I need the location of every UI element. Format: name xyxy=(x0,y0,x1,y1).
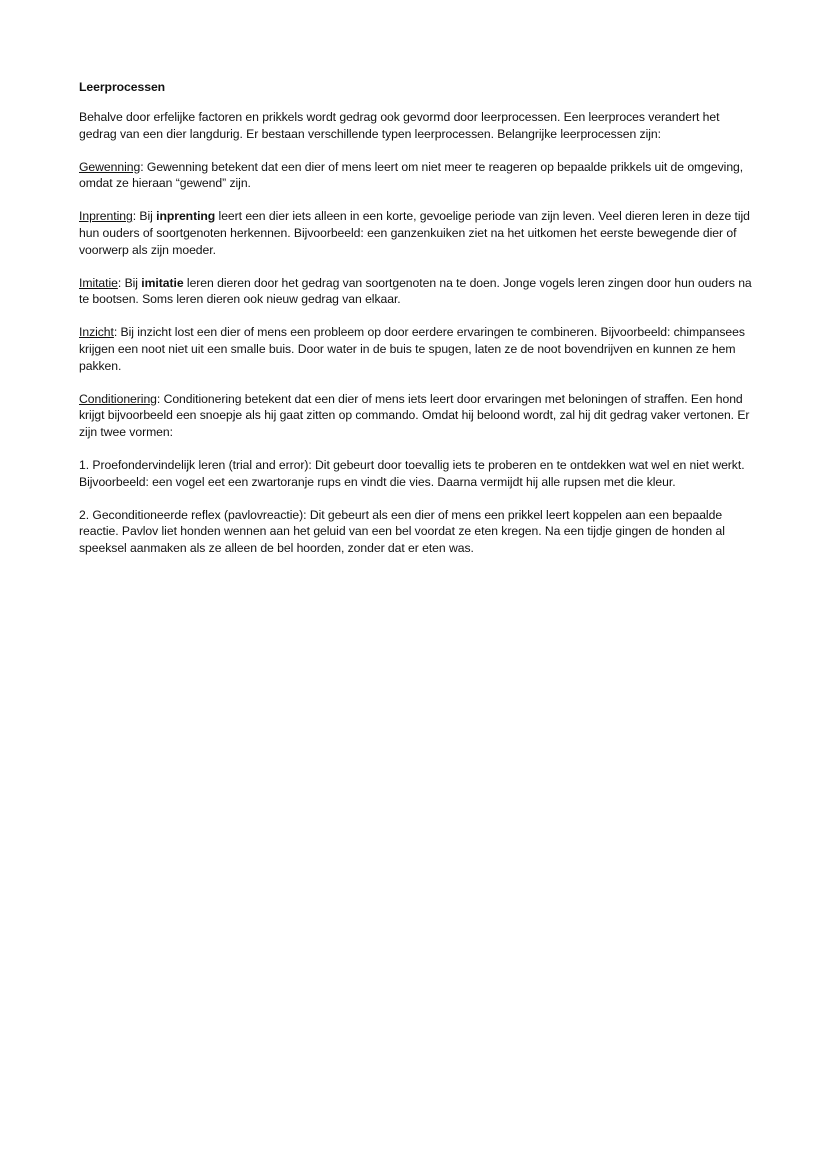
section-imitatie-text: leren dieren door het gedrag van soortgenoten na te doen. Jonge vogels leren zingen door hun ouders na te bootsen. Soms leren dieren ook nieuw gedrag van elkaar. xyxy=(79,275,752,307)
list-item-pavlovreactie: 2. Geconditioneerde reflex (pavlovreactie): Dit gebeurt als een dier of mens een prikkel leert koppelen aan een bepaalde reactie. Pavlov liet honden wennen aan het geluid van een bel voordat ze eten kregen. Na een tijdje gingen de honden al speeksel aanmaken als ze alleen de bel hoorden, zonder dat er eten was. xyxy=(79,507,725,555)
document-title: Leerprocessen xyxy=(79,80,166,94)
section-inzicht-text: : Bij inzicht lost een dier of mens een probleem op door eerdere ervaringen te combineren. Bijvoorbeeld: chimpansees krijgen een noot niet uit een smalle buis. Door water in de buis te spugen, laten ze de noot bovendrijven en kunnen ze hem pakken. xyxy=(79,325,745,373)
section-imitatie xyxy=(79,275,759,308)
bold-inprenting: inprenting xyxy=(156,209,216,224)
section-imitatie-prefix: : Bij xyxy=(117,275,142,290)
section-inprenting-prefix: : Bij xyxy=(132,209,157,224)
section-inprenting xyxy=(79,208,759,258)
term-gewenning: Gewenning xyxy=(79,159,141,174)
term-inzicht: Inzicht xyxy=(79,325,114,340)
list-item-trial-and-error: 1. Proefondervindelijk leren (trial and error): Dit gebeurt door toevallig iets te proberen en te ontdekken wat wel en niet werkt. Bijvoorbeeld: een vogel eet een zwartoranje rups en vindt die vies. Daarna vermijdt hij alle rupsen met die kleur. xyxy=(79,458,745,489)
term-inprenting: Inprenting xyxy=(79,209,133,224)
term-conditionering: Conditionering xyxy=(79,391,157,406)
term-imitatie: Imitatie xyxy=(79,275,118,290)
section-gewenning-text: : Gewenning betekent dat een dier of mens leert om niet meer te reageren op bepaalde prikkels uit de omgeving, omdat ze hieraan “gewend” zijn. xyxy=(79,159,744,191)
section-inprenting-text: leert een dier iets alleen in een korte, gevoelige periode van zijn leven. Veel dieren leren in deze tijd hun ouders of soortgenoten herkennen. Bijvoorbeeld: een ganzenkuiken ziet na het uitkomen het eerste bewegende dier of voorwerp als zijn moeder. xyxy=(79,209,750,257)
bold-imitatie: imitatie xyxy=(141,275,184,290)
document-page xyxy=(79,79,759,573)
section-conditionering-text: : Conditionering betekent dat een dier of mens iets leert door ervaringen met beloningen of straffen. Een hond krijgt bijvoorbeeld een snoepje als hij gaat zitten op commando. Omdat hij beloond wordt, zal hij dit gedrag vaker vertonen. Er zijn twee vormen: xyxy=(79,391,750,439)
section-inzicht xyxy=(79,324,759,374)
intro-paragraph: Behalve door erfelijke factoren en prikkels wordt gedrag ook gevormd door leerprocessen. Een leerproces verandert het gedrag van een dier langdurig. Er bestaan verschillende typen leerprocessen. Belangrijke leerprocessen zijn: xyxy=(79,110,720,141)
section-gewenning xyxy=(79,159,759,192)
section-conditionering xyxy=(79,391,759,441)
